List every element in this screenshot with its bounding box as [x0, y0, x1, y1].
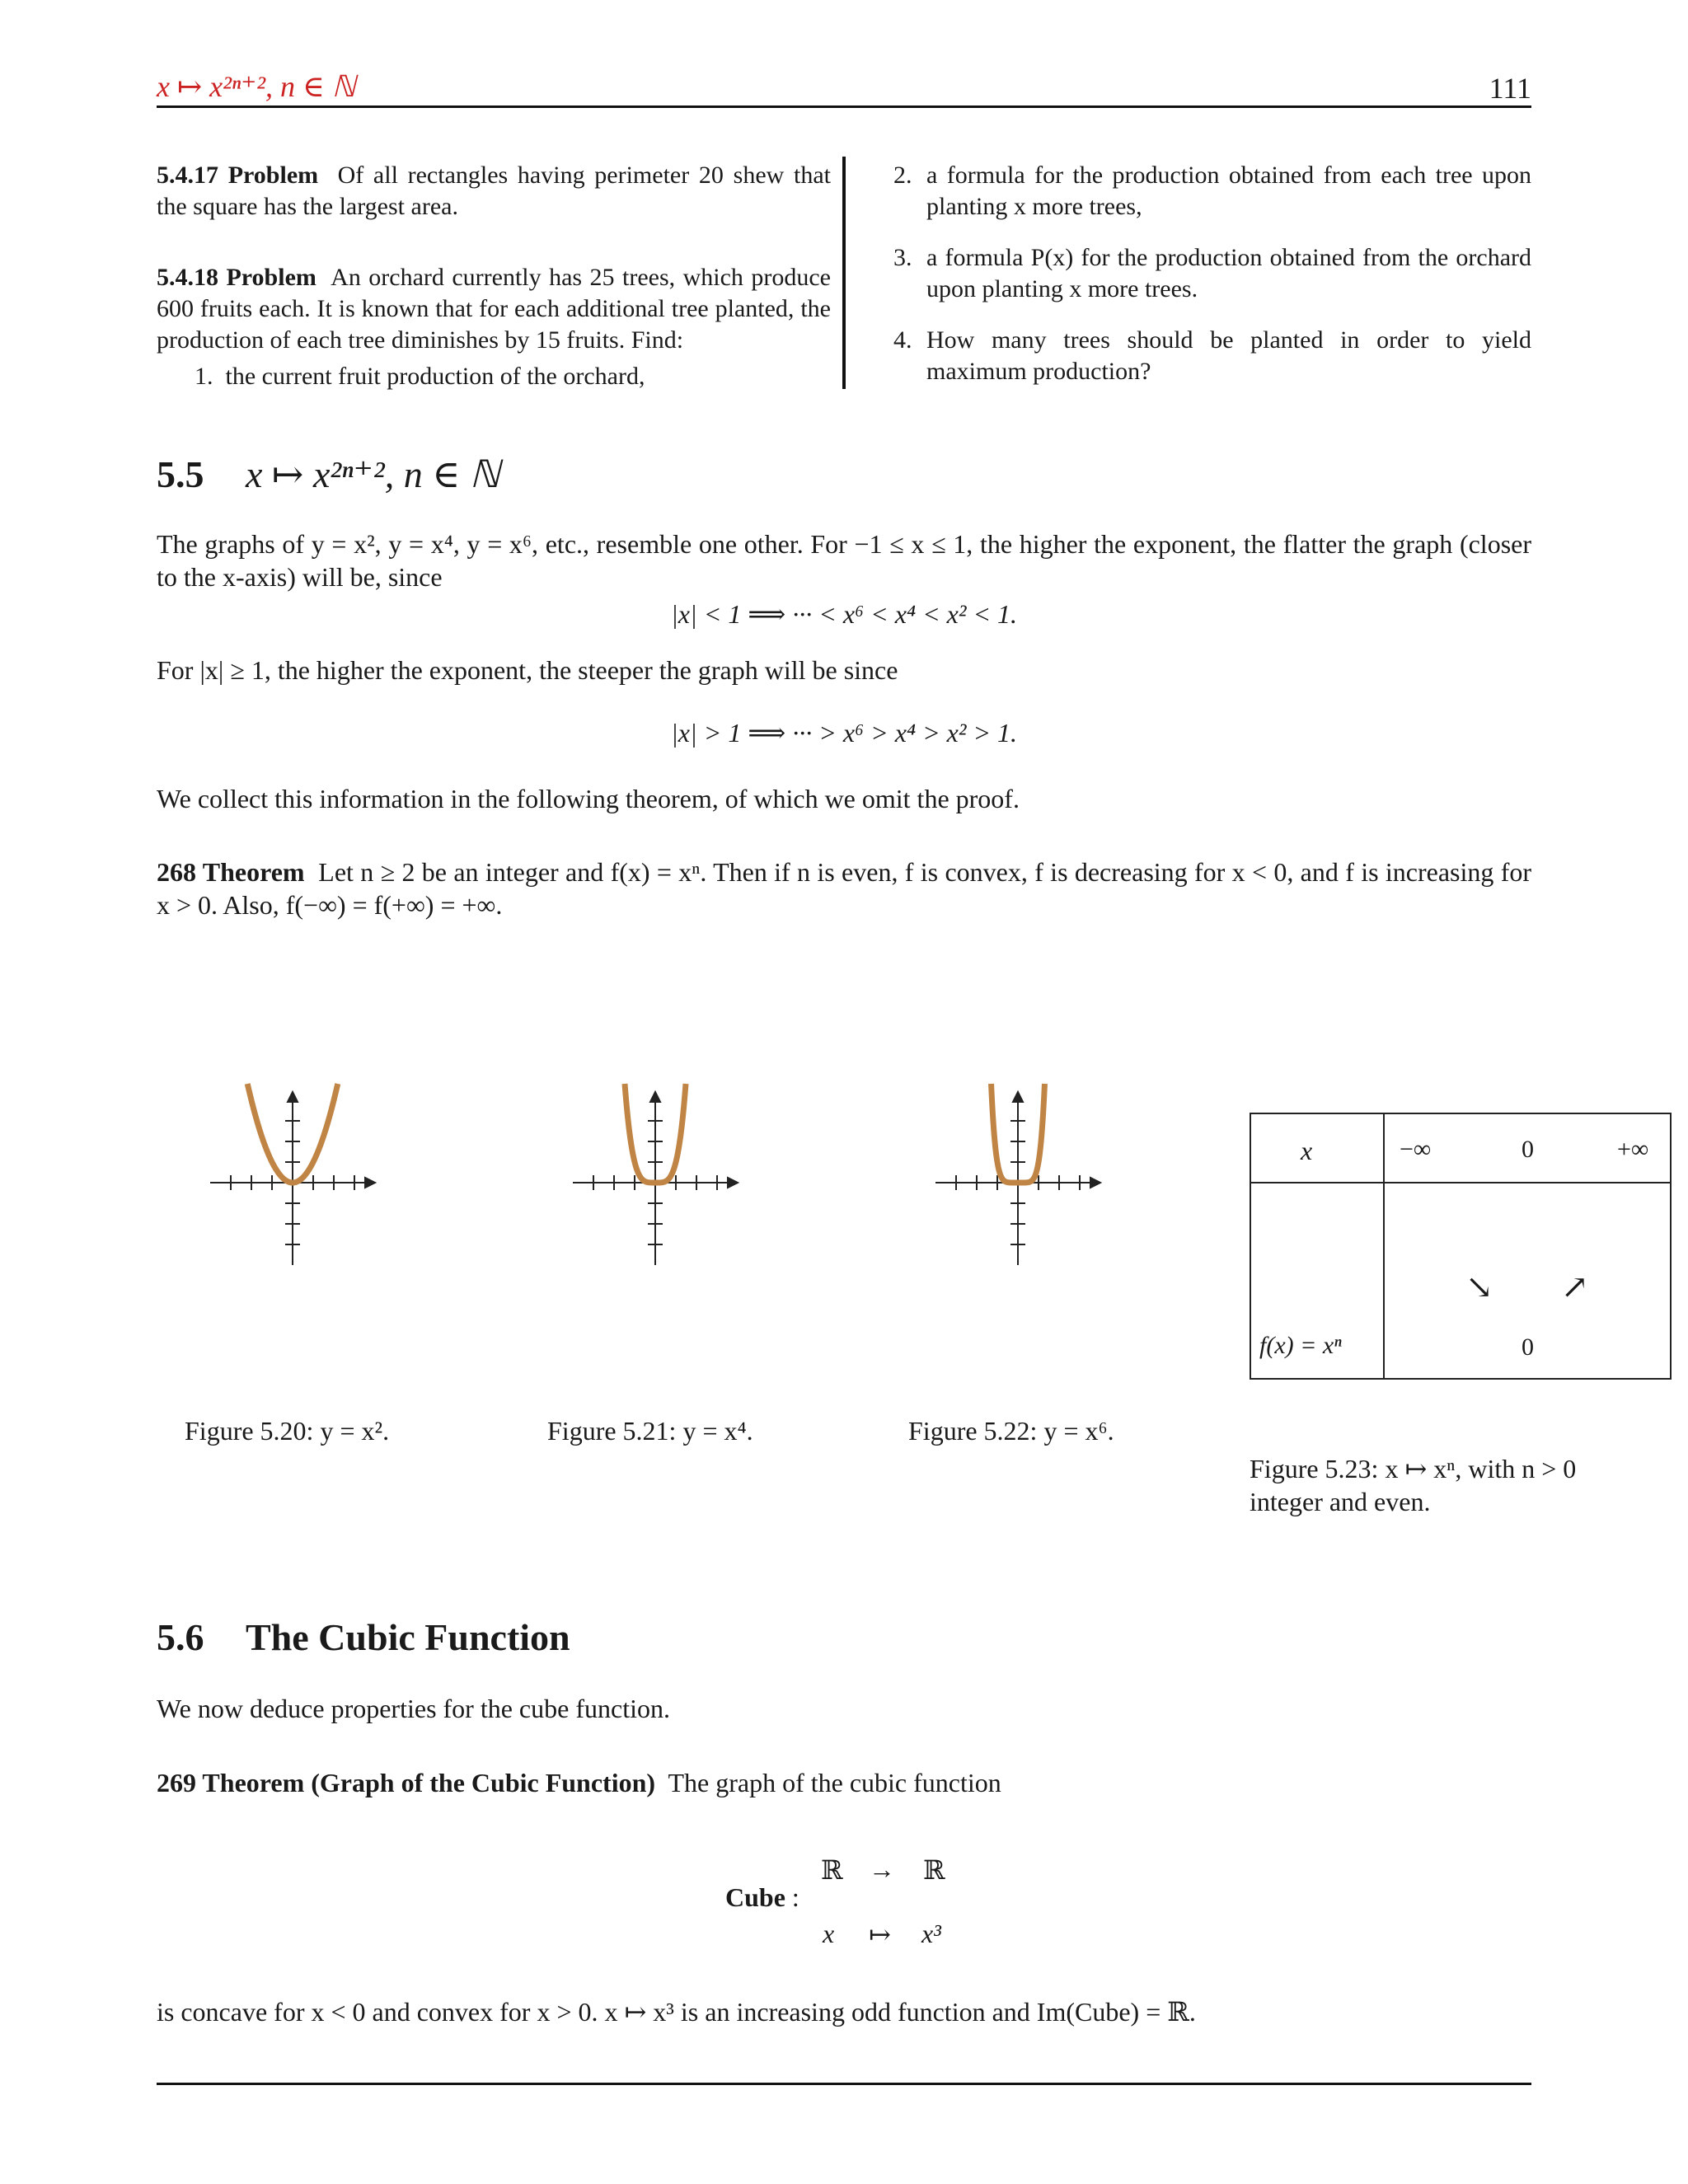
section-5-5-paragraph-1: The graphs of y = x², y = x⁴, y = x⁶, etc., resemble one other. For −1 ≤ x ≤ 1, the higher the exponent, the flatter the graph (closer to the x-axis) will be, since	[157, 529, 1531, 592]
item-number: 1.	[195, 363, 213, 390]
table-f-label: f(x) = xⁿ	[1259, 1332, 1342, 1359]
problem-17	[157, 160, 831, 223]
cube-arrow: →	[869, 1854, 895, 1884]
table-x-zero: 0	[1522, 1136, 1534, 1163]
table-vertical-rule	[1383, 1114, 1385, 1378]
decreasing-arrow-icon: ↘	[1465, 1268, 1493, 1305]
page-number: 111	[1489, 72, 1531, 105]
axis-lines	[210, 1092, 375, 1265]
variation-table	[1250, 1113, 1672, 1380]
section-5-5-paragraph-2: For |x| ≥ 1, the higher the exponent, the steeper the graph will be since	[157, 655, 898, 685]
problem-18-item-4	[893, 325, 1531, 387]
problem-18-text: An orchard currently has 25 trees, which produce 600 fruits each. It is known that for each additional tree planted, the production of each tree diminishes by 15 fruits. Find:	[157, 264, 831, 354]
cube-mapsto: ↦	[869, 1919, 891, 1949]
column-divider	[842, 157, 846, 389]
item-text: the current fruit production of the orchard,	[225, 363, 645, 390]
theorem-269-text: The graph of the cubic function	[668, 1768, 1001, 1797]
figure-5-20-caption: Figure 5.20: y = x².	[185, 1416, 390, 1446]
figure-5-21-caption: Figure 5.21: y = x⁴.	[547, 1416, 753, 1446]
running-title: x ↦ x²ⁿ⁺², n ∈ ℕ	[157, 70, 356, 103]
figure-5-22-graph	[931, 1080, 1104, 1277]
axis-lines	[935, 1092, 1100, 1265]
cube-name: Cube	[725, 1882, 785, 1912]
section-5-6-intro: We now deduce properties for the cube function.	[157, 1694, 670, 1723]
cube-map-name	[725, 1882, 799, 1913]
table-horizontal-rule	[1251, 1182, 1670, 1183]
cube-domain: ℝ	[821, 1855, 843, 1885]
theorem-268-label: 268 Theorem	[157, 857, 305, 887]
item-number: 3.	[893, 244, 912, 271]
figure-5-23-caption: Figure 5.23: x ↦ xⁿ, with n > 0 integer and even.	[1250, 1454, 1577, 1516]
figure-5-22-caption: Figure 5.22: y = x⁶.	[908, 1416, 1114, 1446]
section-5-6-heading	[157, 1615, 570, 1659]
problem-18-item-1	[195, 361, 829, 392]
section-number: 5.5	[157, 453, 204, 495]
problem-17-text: Of all rectangles having perimeter 20 shew that the square has the largest area.	[157, 162, 831, 220]
section-title: x ↦ x²ⁿ⁺², n ∈ ℕ	[246, 453, 500, 495]
cube-variable: x	[823, 1919, 835, 1948]
table-f-value: 0	[1522, 1333, 1534, 1361]
section-5-6-conclusion: is concave for x < 0 and convex for x > 0. x ↦ x³ is an increasing odd function and Im(Cube) = ℝ.	[157, 1997, 1196, 2027]
increasing-arrow-icon: ↗	[1561, 1268, 1589, 1305]
table-x-label: x	[1301, 1136, 1313, 1165]
axes	[573, 1092, 738, 1265]
theorem-269-label: 269 Theorem (Graph of the Cubic Function)	[157, 1768, 656, 1797]
section-title: The Cubic Function	[246, 1616, 570, 1658]
item-number: 2.	[893, 162, 912, 189]
theorem-268-text: Let n ≥ 2 be an integer and f(x) = xⁿ. Then if n is even, f is convex, f is decreasing for x < 0, and f is increasing for x > 0. Also, f(−∞) = f(+∞) = +∞.	[157, 857, 1532, 920]
axis-lines	[573, 1092, 738, 1265]
theorem-268	[157, 855, 1531, 921]
axes	[935, 1092, 1100, 1265]
item-text: a formula for the production obtained from each tree upon planting x more trees,	[926, 162, 1531, 220]
problem-17-label: 5.4.17 Problem	[157, 162, 319, 189]
problem-18-item-2	[893, 160, 1531, 223]
equation-2: |x| > 1 ⟹ ··· > x⁶ > x⁴ > x² > 1.	[670, 718, 1018, 748]
problem-18	[157, 262, 831, 356]
cube-image: x³	[921, 1919, 941, 1948]
figure-5-20-graph	[206, 1080, 379, 1277]
problem-18-label: 5.4.18 Problem	[157, 264, 316, 291]
table-x-plus-infinity: +∞	[1617, 1136, 1649, 1163]
item-text: a formula P(x) for the production obtained from the orchard upon planting x more trees.	[926, 244, 1531, 302]
section-5-5-heading	[157, 452, 500, 496]
figure-5-21-graph	[569, 1080, 742, 1277]
axes	[210, 1092, 375, 1265]
footer-rule	[157, 2083, 1531, 2085]
section-number: 5.6	[157, 1616, 204, 1658]
table-x-minus-infinity: −∞	[1400, 1136, 1432, 1163]
item-number: 4.	[893, 326, 912, 354]
header-rule	[157, 105, 1531, 108]
cube-codomain: ℝ	[923, 1855, 945, 1885]
axis-arrowheads	[1013, 1092, 1100, 1188]
item-text: How many trees should be planted in order to yield maximum production?	[926, 326, 1531, 385]
cube-colon: :	[791, 1882, 799, 1912]
axis-arrowheads	[650, 1092, 738, 1188]
section-5-5-paragraph-3: We collect this information in the following theorem, of which we omit the proof.	[157, 784, 1020, 813]
equation-1: |x| < 1 ⟹ ··· < x⁶ < x⁴ < x² < 1.	[670, 599, 1018, 629]
problem-18-item-3	[893, 242, 1531, 305]
theorem-269	[157, 1767, 1001, 1798]
